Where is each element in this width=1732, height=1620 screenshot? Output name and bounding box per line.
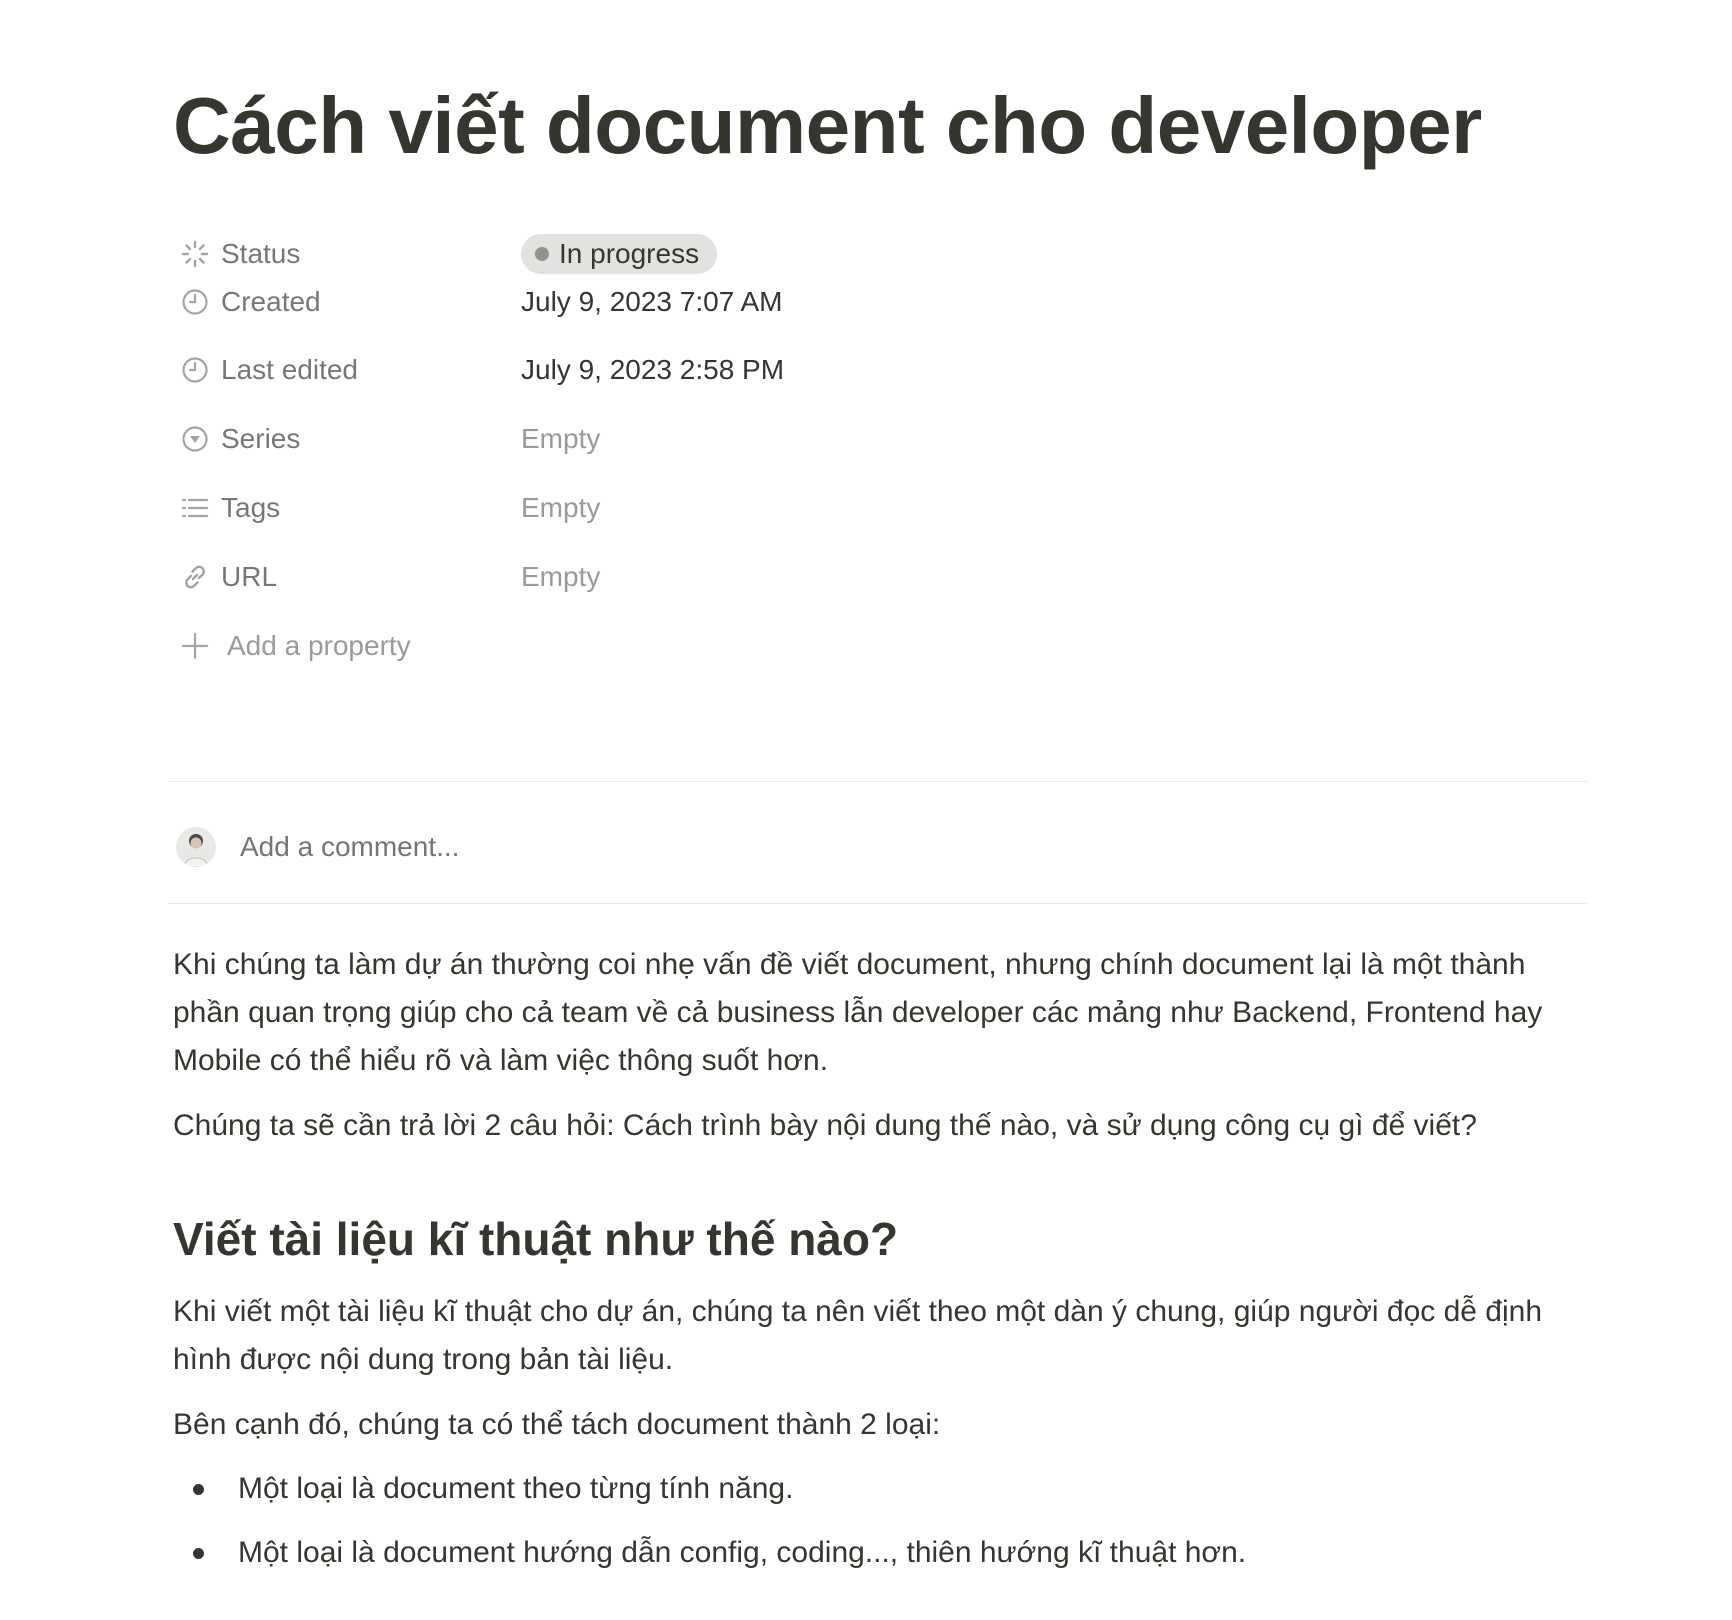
property-label: Series — [221, 423, 301, 454]
paragraph[interactable]: Chúng ta sẽ cần trả lời 2 câu hỏi: Cách trình bày nội dung thế nào, và sử dụng công cụ gì để viết? — [173, 1109, 1477, 1142]
status-dot-icon — [535, 247, 549, 261]
property-tags[interactable] — [173, 480, 973, 536]
select-circle-icon — [179, 423, 211, 455]
comment-input[interactable] — [240, 831, 840, 863]
comment-bar[interactable] — [173, 816, 840, 878]
add-property-button[interactable] — [173, 618, 411, 674]
property-key-url[interactable] — [173, 549, 521, 605]
heading-2[interactable]: Viết tài liệu kĩ thuật như thế nào? — [173, 1213, 899, 1265]
list-item-text: Một loại là document hướng dẫn config, coding..., thiên hướng kĩ thuật hơn. — [238, 1536, 1247, 1569]
plus-icon — [179, 630, 211, 662]
divider — [168, 903, 1588, 904]
list-item[interactable] — [173, 1529, 1246, 1577]
avatar — [176, 827, 216, 867]
paragraph[interactable]: Khi chúng ta làm dự án thường coi nhẹ vấn đề viết document, nhưng chính document lại là một thành phần quan trọng giúp cho cả team về cả business lẫn developer các mảng như Backend, Frontend hay Mobile có thể hiểu rõ và làm việc thông suốt hơn. — [173, 948, 1543, 1077]
property-value-url[interactable]: Empty — [521, 561, 601, 592]
link-icon — [179, 561, 211, 593]
property-value-tags[interactable]: Empty — [521, 492, 601, 523]
paragraph[interactable]: Khi viết một tài liệu kĩ thuật cho dự án, chúng ta nên viết theo một dàn ý chung, giúp người đọc dễ định hình được nội dung trong bản tài liệu. — [173, 1295, 1543, 1376]
paragraph[interactable]: Bên cạnh đó, chúng ta có thể tách document thành 2 loại: — [173, 1408, 941, 1441]
property-url[interactable] — [173, 549, 973, 605]
list-item-text: Một loại là document theo từng tính năng. — [238, 1472, 794, 1505]
property-label: Tags — [221, 492, 281, 523]
property-value-created[interactable]: July 9, 2023 7:07 AM — [521, 286, 783, 317]
property-last-edited[interactable] — [173, 342, 973, 398]
status-badge[interactable] — [521, 234, 717, 274]
bullet-icon — [193, 1548, 204, 1559]
property-created[interactable] — [173, 274, 973, 330]
property-value-status[interactable] — [521, 234, 717, 274]
property-value-series[interactable]: Empty — [521, 423, 601, 454]
property-key-tags[interactable] — [173, 480, 521, 536]
status-text: In progress — [559, 238, 700, 269]
status-spinner-icon — [179, 238, 211, 270]
property-label: Created — [221, 286, 321, 317]
add-property-label: Add a property — [227, 630, 411, 661]
clock-icon — [179, 286, 211, 318]
property-key-created[interactable] — [173, 274, 521, 330]
property-series[interactable] — [173, 411, 973, 467]
property-label: Last edited — [221, 354, 358, 385]
property-key-last-edited[interactable] — [173, 342, 521, 398]
list-icon — [179, 492, 211, 524]
list-item[interactable] — [173, 1465, 793, 1513]
page-title[interactable]: Cách viết document cho developer — [173, 81, 1482, 170]
divider — [168, 781, 1588, 782]
property-value-last-edited[interactable]: July 9, 2023 2:58 PM — [521, 354, 785, 385]
property-label: Status — [221, 238, 301, 269]
clock-icon — [179, 354, 211, 386]
bullet-icon — [193, 1484, 204, 1495]
property-label: URL — [221, 561, 278, 592]
property-key-series[interactable] — [173, 411, 521, 467]
